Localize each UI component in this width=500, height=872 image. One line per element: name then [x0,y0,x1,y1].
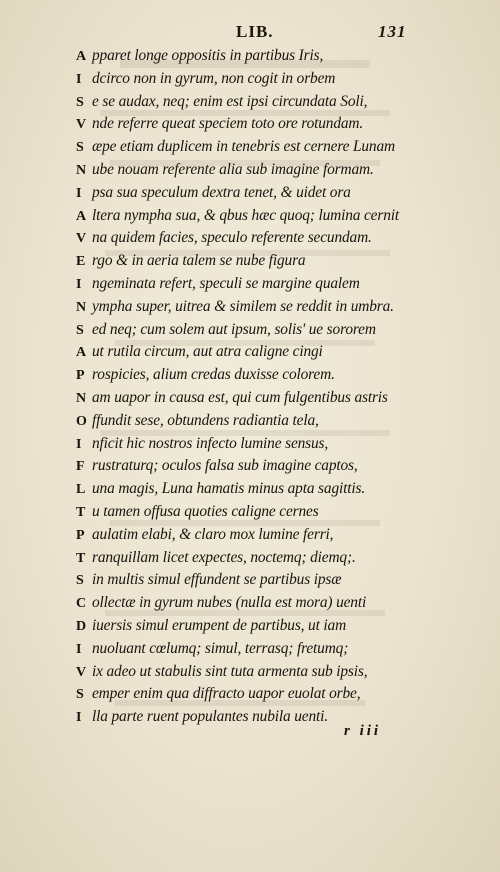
verse-line [76,433,426,456]
folio-number: 131 [378,22,407,41]
verse-initial: S [76,687,84,703]
verse-text: una magis, Luna hamatis minus apta sagittis. [92,480,366,498]
signature-mark: r iii [344,723,382,739]
verse-text: ngeminata refert, speculi se margine qualem [92,274,360,292]
verse-text: in multis simul effundent se partibus ipsæ [92,571,342,589]
verse-initial: V [76,117,86,133]
verse-text: e se audax, neq; enim est ipsi circundata Soli, [92,92,368,110]
verse-line [76,273,426,296]
verse-text: dcirco non in gyrum, non cogit in orbem [92,69,336,87]
verse-line [76,524,426,547]
verse-line [76,569,426,592]
verse-line [76,113,426,136]
verse-text: emper enim qua diffracto uapor euolat orbe, [92,685,361,703]
verse-text: ltera nympha sua, & qbus hæc quoq; lumina cernit [92,206,400,224]
verse-text: æpe etiam duplicem in tenebris est cernere Lunam [92,138,395,156]
verse-line [76,159,426,182]
verse-initial: N [76,299,86,315]
verse-text: ix adeo ut stabulis sint tuta armenta sub ipsis, [92,662,368,680]
verse-line [76,387,426,410]
verse-text: rgo & in aeria talem se nube figura [92,252,306,270]
verse-text: ranquillam licet expectes, noctemq; diemq;. [92,548,356,566]
verse-initial: A [76,345,86,361]
verse-initial: S [76,94,84,110]
verse-line [76,683,426,706]
verse-line [76,547,426,570]
verse-line [76,296,426,319]
verse-initial: F [76,459,85,475]
verse-line [76,615,426,638]
verse-initial: P [76,527,85,543]
verse-initial: D [76,618,86,634]
verse-text: nde referre queat speciem toto ore rotundam. [92,115,364,133]
verse-initial: T [76,550,86,566]
verse-initial: A [76,208,86,224]
verse-text: u tamen offusa quoties caligne cernes [92,502,319,520]
verse-line [76,182,426,205]
verse-text: nficit hic nostros infecto lumine sensus, [92,434,329,452]
verse-line [76,319,426,342]
verse-line [76,410,426,433]
verse-initial: V [76,231,86,247]
verse-initial: I [76,185,82,201]
verse-initial: N [76,162,86,178]
verse-text: nuoluant cœlumq; simul, terrasq; fretumq; [92,639,349,657]
verse-line [76,638,426,661]
verse-line [76,455,426,478]
verse-text: ympha super, uitrea & similem se reddit in umbra. [92,297,394,315]
verse-initial: S [76,140,84,156]
verse-line [76,341,426,364]
verse-text: rospicies, alium credas duxisse colorem. [92,366,335,384]
verse-text: ollectæ in gyrum nubes (nulla est mora) uenti [92,594,367,612]
running-header [0,20,500,46]
verse-line [76,91,426,114]
verse-text: ffundit sese, obtundens radiantia tela, [92,411,319,429]
verse-line [76,136,426,159]
verse-initial: S [76,573,84,589]
verse-text: ed neq; cum solem aut ipsum, solis' ue sororem [92,320,376,338]
verse-text: psa sua speculum dextra tenet, & uidet ora [92,183,351,201]
verse-line [76,205,426,228]
verse-initial: C [76,596,86,612]
verse-text: ube nouam referente alia sub imagine formam. [92,160,374,178]
verse-text: rustraturq; oculos falsa sub imagine captos, [92,457,358,475]
verse-initial: L [76,482,86,498]
verse-line [76,227,426,250]
verse-initial: T [76,504,86,520]
verse-text: am uapor in causa est, qui cum fulgentibus astris [92,388,388,406]
book-label: LIB. [236,22,274,41]
verse-initial: I [76,71,82,87]
verse-initial: I [76,710,82,726]
verse-initial: V [76,664,86,680]
verse-line [76,501,426,524]
verse-line [76,364,426,387]
verse-text: na quidem facies, speculo referente secundam. [92,229,372,247]
verse-initial: S [76,322,84,338]
verse-line [76,592,426,615]
verse-line [76,68,426,91]
verse-text: lla parte ruent populantes nubila uenti. [92,708,328,726]
verse-initial: I [76,641,82,657]
verse-initial: N [76,390,86,406]
verse-initial: P [76,368,85,384]
verse-initial: O [76,413,87,429]
verse-line [76,661,426,684]
verse-block [76,45,426,729]
verse-line [76,250,426,273]
verse-line [76,478,426,501]
verse-text: pparet longe oppositis in partibus Iris, [92,47,324,64]
verse-initial: I [76,436,82,452]
verse-text: iuersis simul erumpent de partibus, ut iam [92,616,347,634]
verse-initial: A [76,49,86,64]
verse-text: ut rutila circum, aut atra caligne cingi [92,343,323,361]
verse-initial: E [76,254,86,270]
verse-initial: I [76,276,82,292]
verse-text: aulatim elabi, & claro mox lumine ferri, [92,525,334,543]
verse-line [76,45,426,68]
